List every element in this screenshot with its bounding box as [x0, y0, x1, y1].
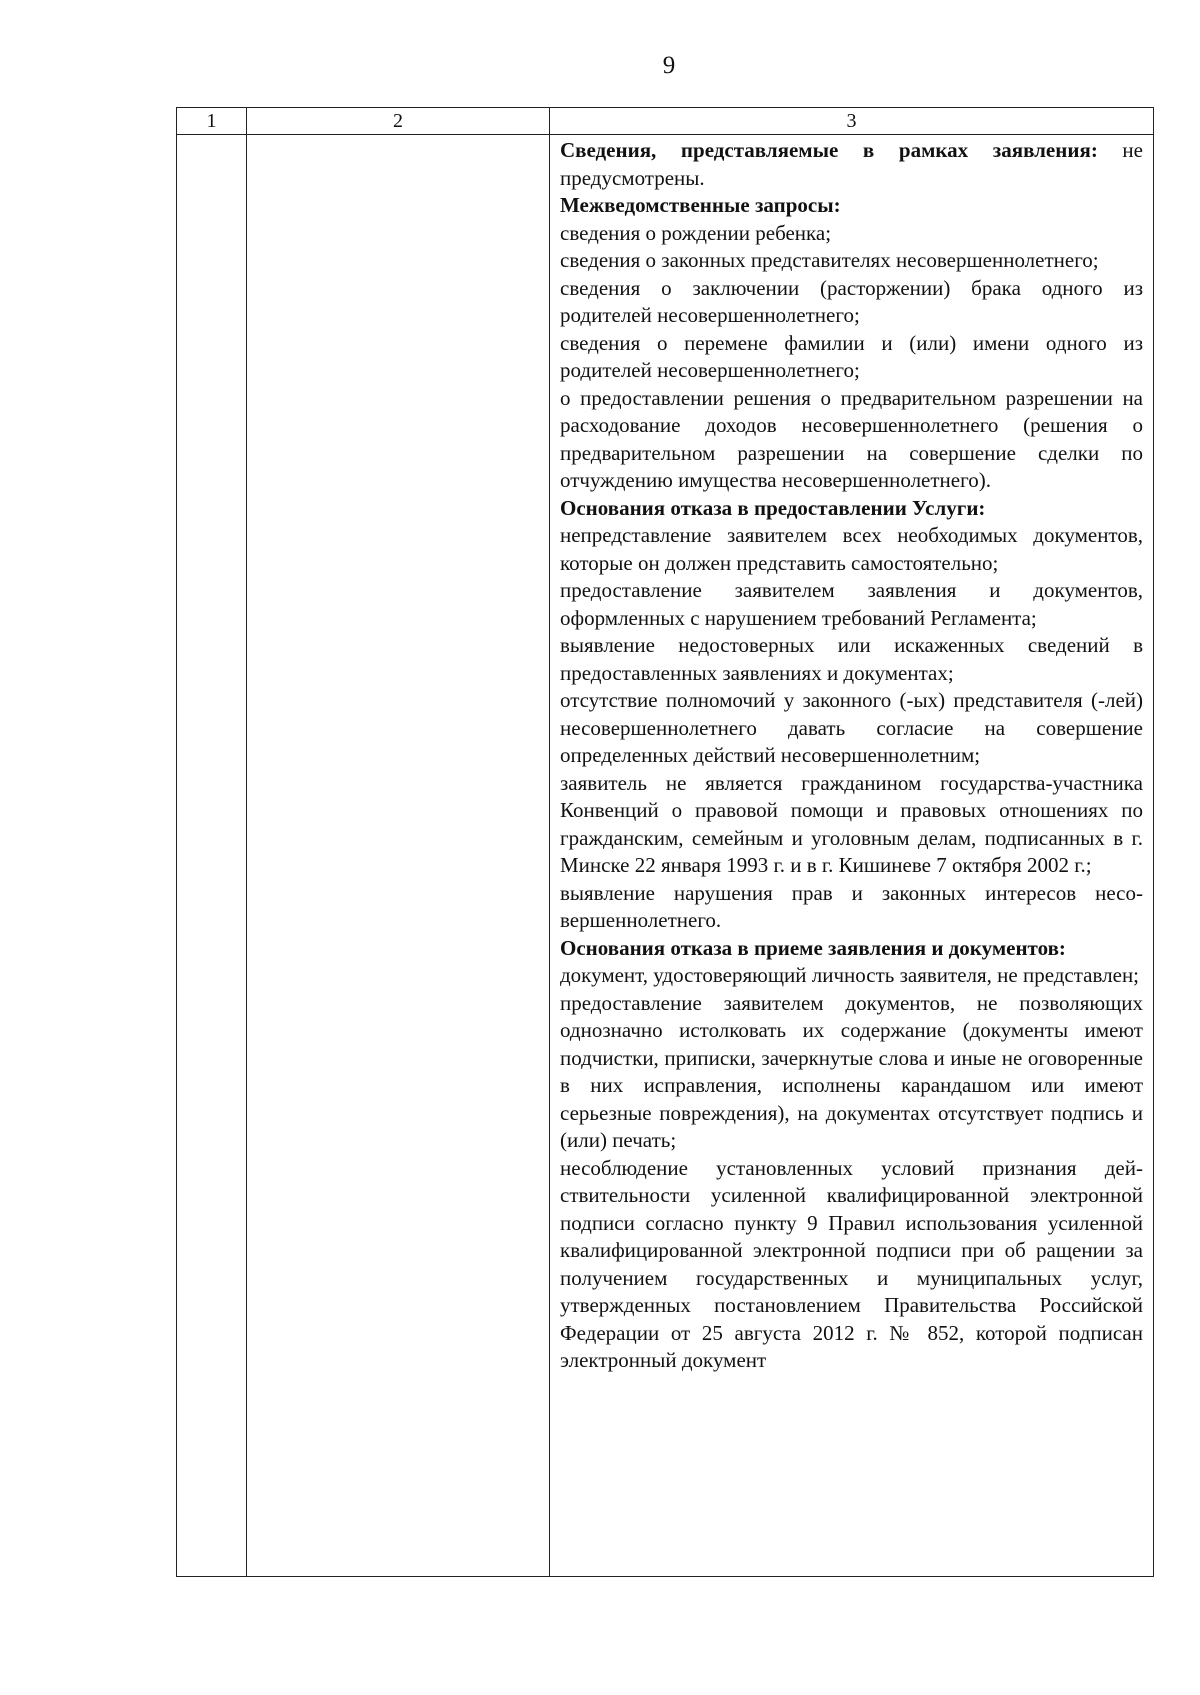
paragraph: [560, 687, 1143, 770]
paragraph: [560, 632, 1143, 687]
section-heading: Основания отказа в предоставлении Услуги:: [560, 495, 986, 520]
column-header-3: 3: [550, 108, 1154, 135]
table-cell-col2: [247, 135, 550, 1577]
table-header-row: [177, 108, 1154, 135]
paragraph-text: несоблюдение установленных условий признания действительности усиленной квалифицированной электронной подписи согласно пункту 9 Правил использования усиленной квалифицированной электронной подписи при об ращении за получением государственных и муниципальных услуг, утвержденных постановлением Правительства Российской Федерации от 25 августа 2012 г. № 852, которой подписан электронный документ: [560, 1155, 1143, 1372]
paragraph: [560, 935, 1143, 963]
document-table: [176, 107, 1154, 1577]
paragraph-text: сведения о рождении ребенка;: [560, 220, 832, 245]
paragraph-text: не предусмотрены.: [560, 138, 1143, 190]
paragraph: [560, 990, 1143, 1155]
paragraph: [560, 962, 1143, 990]
paragraph-text: сведения о перемене фамилии и (или) имени одного из родителей несовершеннолетнего;: [560, 330, 1143, 382]
page-number: 9: [662, 52, 676, 79]
paragraph-text: предоставление заявителем заявления и документов, оформленных с нарушением требований Регламента;: [560, 578, 1143, 630]
section-heading: Сведения, представляемые в рамках заявления:: [560, 138, 1098, 162]
paragraph: [560, 330, 1143, 385]
paragraph: [560, 522, 1143, 577]
paragraph: [560, 385, 1143, 495]
paragraph-text: выявление нарушения прав и законных интересов несовершеннолетнего.: [560, 880, 1143, 932]
paragraph: [560, 220, 1143, 248]
paragraph: [560, 495, 1143, 523]
paragraph: [560, 577, 1143, 632]
paragraph-text: выявление недостоверных или искаженных сведений в предоставленных заявлениях и документах;: [560, 633, 1143, 685]
paragraph-text: сведения о заключении (расторжении) брака одного из родителей несовершеннолетнего;: [560, 275, 1143, 327]
paragraph: [560, 880, 1143, 935]
paragraph: [560, 275, 1143, 330]
column-header-2: 2: [247, 108, 550, 135]
table-cell-col3: [550, 135, 1154, 1577]
section-heading: Основания отказа в приеме заявления и документов:: [560, 935, 1066, 960]
paragraph-text: сведения о законных представителях несовершеннолетнего;: [560, 248, 1099, 272]
paragraph: [560, 137, 1143, 192]
paragraph-text: непредставление заявителем всех необходимых документов, которые он должен представить самостоятельно;: [560, 523, 1143, 575]
paragraph-text: заявитель не является гражданином государства-участника Конвенций о правовой помощи и правовых отношениях по гражданским, семейным и уголовным делам, подписанных в г. Минске 22 января 1993 г. и в г. Кишиневе 7 октября 2002 г.;: [560, 770, 1143, 877]
paragraph: [560, 192, 1143, 220]
cell-content: [550, 135, 1153, 1576]
paragraph-text: предоставление заявителем документов, не позволяющих однозначно истолковать их содержание (документы имеют подчистки, приписки, зачеркнутые слова и иные не оговоренные в них исправления, исполнены карандашом или имеют серьезные повреждения), на документах отсутствует подпись и (или) печать;: [560, 990, 1143, 1152]
table-cell-col1: [177, 135, 247, 1577]
paragraph-text: отсутствие полномочий у законного (-ых) представителя (-лей) несовершеннолетнего давать согласие на совершение определенных действий несовершеннолетним;: [560, 688, 1143, 767]
table-row: [177, 135, 1154, 1577]
column-header-1: 1: [177, 108, 247, 135]
section-heading: Межведомственные запросы:: [560, 193, 841, 217]
paragraph: [560, 1155, 1143, 1375]
paragraph-text: о предоставлении решения о предварительном разрешении на расходование доходов несовершеннолетнего (решения о предварительном разрешении на совершение сделки по отчуждению имущества несовершеннолетнего).: [560, 385, 1143, 492]
paragraph: [560, 247, 1143, 275]
paragraph-text: документ, удостоверяющий личность заявителя, не представлен;: [560, 963, 1140, 987]
paragraph: [560, 770, 1143, 880]
